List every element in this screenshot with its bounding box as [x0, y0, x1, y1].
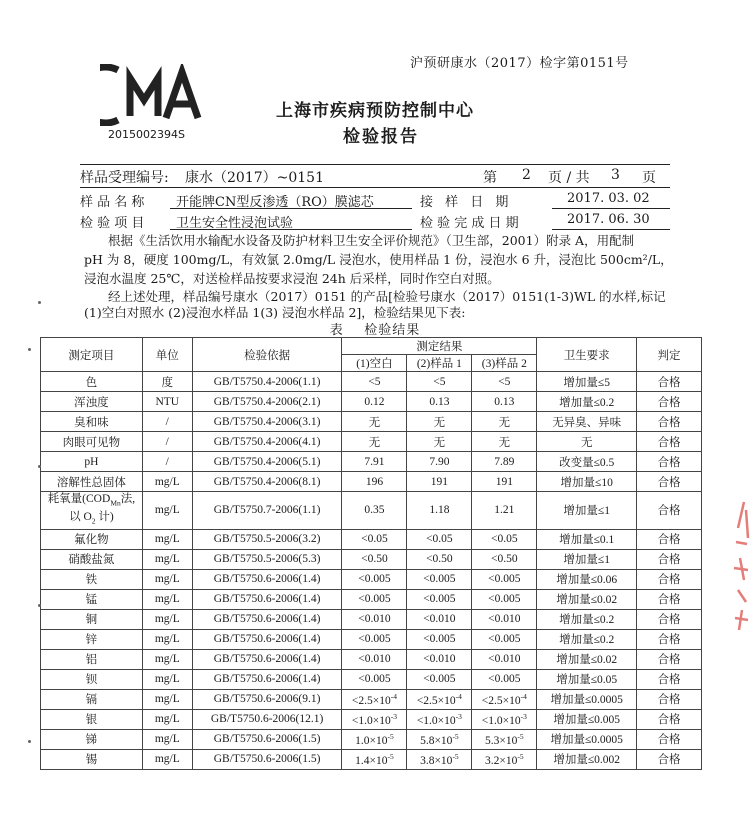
red-stamp-fragment: [730, 498, 750, 633]
cell-unit: mg/L: [142, 609, 192, 629]
table-row: [41, 392, 702, 412]
cell-item: 锡: [41, 749, 143, 769]
cell-sample-2: <0.005: [472, 629, 537, 649]
results-table: [40, 337, 702, 770]
cell-judgement: 合格: [637, 432, 702, 452]
complete-date-value: 2017. 06. 30: [567, 212, 650, 227]
cell-unit: mg/L: [142, 589, 192, 609]
cell-requirement: 无异臭、异味: [537, 412, 637, 432]
sci-mantissa: <2.5×10: [351, 694, 391, 707]
cell-sample-2: <0.05: [472, 529, 537, 549]
underline-receive-date: [552, 208, 670, 209]
cell-unit: mg/L: [142, 729, 192, 749]
cell-basis: GB/T5750.6-2006(1.4): [192, 669, 342, 689]
scan-dot: [28, 740, 31, 743]
cell-sample-2: [472, 729, 537, 749]
sci-mantissa: 3.2×10: [485, 754, 518, 767]
paragraph-2-line-2: (1)空白对照水 (2)浸泡水样品 1(3) 浸泡水样品 2]，检验结果见下表:: [84, 305, 466, 320]
cell-item: [41, 492, 143, 530]
cell-item: 铝: [41, 649, 143, 669]
cell-sample-1: 7.90: [407, 452, 472, 472]
header-requirement: 卫生要求: [537, 338, 637, 372]
scan-dot: [28, 348, 31, 351]
cell-item: 硝酸盐氮: [41, 549, 143, 569]
sample-number-value: 康水（2017）~0151: [185, 170, 324, 186]
sci-exponent: -4: [455, 691, 462, 701]
sci-mantissa: 5.3×10: [485, 734, 518, 747]
page-label-ye: 页: [642, 170, 656, 186]
cell-basis: GB/T5750.4-2006(2.1): [192, 392, 342, 412]
table-row: [41, 412, 702, 432]
cell-requirement: 增加量≤0.0005: [537, 729, 637, 749]
cell-sample-2: 0.13: [472, 392, 537, 412]
table-row: [41, 529, 702, 549]
cell-sample-2: <0.005: [472, 669, 537, 689]
cell-requirement: 增加量≤1: [537, 492, 637, 530]
cell-requirement: 增加量≤0.05: [537, 669, 637, 689]
receive-date-label: 接 样 日 期: [420, 195, 513, 210]
page-current: 2: [522, 167, 531, 183]
scan-dot: [38, 301, 41, 304]
table-row: [41, 452, 702, 472]
cell-sample-1: 无: [407, 432, 472, 452]
cell-blank: 无: [342, 432, 407, 452]
cell-unit: mg/L: [142, 669, 192, 689]
cell-basis: GB/T5750.4-2006(3.1): [192, 412, 342, 432]
cell-sample-2: <0.005: [472, 589, 537, 609]
cell-judgement: 合格: [637, 749, 702, 769]
cell-item: 浑浊度: [41, 392, 143, 412]
sci-exponent: -5: [387, 731, 394, 741]
cell-blank: <5: [342, 372, 407, 392]
table-row: [41, 649, 702, 669]
sci-exponent: -5: [517, 731, 524, 741]
cell-requirement: 增加量≤0.2: [537, 392, 637, 412]
table-row: [41, 472, 702, 492]
test-item-value: 卫生安全性浸泡试验: [176, 216, 294, 231]
cell-judgement: 合格: [637, 529, 702, 549]
divider-sample-number: [80, 187, 670, 188]
table-row: [41, 749, 702, 769]
cell-basis: GB/T5750.6-2006(1.4): [192, 569, 342, 589]
header-judgement: 判定: [637, 338, 702, 372]
cell-basis: GB/T5750.6-2006(1.4): [192, 609, 342, 629]
cell-blank: [342, 709, 407, 729]
cell-requirement: 增加量≤0.0005: [537, 689, 637, 709]
cell-unit: mg/L: [142, 749, 192, 769]
cell-item: 锑: [41, 729, 143, 749]
cell-item: 锌: [41, 629, 143, 649]
cell-sample-1: [407, 749, 472, 769]
cell-item: 铜: [41, 609, 143, 629]
sci-mantissa: <2.5×10: [416, 694, 456, 707]
cell-sample-1: [407, 689, 472, 709]
cell-basis: GB/T5750.6-2006(9.1): [192, 689, 342, 709]
cell-unit: /: [142, 452, 192, 472]
cell-basis: GB/T5750.6-2006(1.5): [192, 729, 342, 749]
underline-test-item: [170, 229, 412, 230]
sci-exponent: -3: [390, 711, 397, 721]
sci-exponent: -4: [390, 691, 397, 701]
table-row: [41, 729, 702, 749]
cell-unit: NTU: [142, 392, 192, 412]
cell-sample-1: <0.010: [407, 649, 472, 669]
cell-judgement: 合格: [637, 452, 702, 472]
cell-basis: GB/T5750.4-2006(5.1): [192, 452, 342, 472]
cell-item: 铁: [41, 569, 143, 589]
cell-sample-2: <0.010: [472, 649, 537, 669]
cell-unit: 度: [142, 372, 192, 392]
paragraph-2-line-1: 经上述处理，样品编号康水（2017）0151 的产品[检验号康水（2017）0151(1-3)WL 的水样,标记: [108, 289, 666, 304]
cell-blank: <0.010: [342, 649, 407, 669]
cell-blank: <0.005: [342, 669, 407, 689]
cell-item: 镉: [41, 689, 143, 709]
cell-basis: GB/T5750.6-2006(12.1): [192, 709, 342, 729]
cell-sample-2: [472, 709, 537, 729]
scan-dot: [38, 604, 41, 607]
sci-mantissa: 1.4×10: [355, 754, 388, 767]
cell-requirement: 增加量≤0.06: [537, 569, 637, 589]
cell-basis: GB/T5750.4-2006(8.1): [192, 472, 342, 492]
cell-blank: <0.005: [342, 569, 407, 589]
sci-exponent: -4: [520, 691, 527, 701]
document-number: 沪预研康水（2017）检字第0151号: [410, 56, 629, 71]
receive-date-value: 2017. 03. 02: [567, 191, 650, 206]
cell-sample-1: <5: [407, 372, 472, 392]
cell-judgement: 合格: [637, 549, 702, 569]
sample-name-label: 样 品 名 称: [80, 195, 145, 210]
cell-blank: 无: [342, 412, 407, 432]
cell-sample-2: <0.010: [472, 609, 537, 629]
cell-item: pH: [41, 452, 143, 472]
underline-sample-name: [170, 208, 412, 209]
cell-blank: 0.35: [342, 492, 407, 530]
cell-unit: mg/L: [142, 529, 192, 549]
paragraph-1-line-2: pH 为 8，硬度 100mg/L，有效氯 2.0mg/L 浸泡水，使用样品 1 份，浸泡水 6 升，浸泡比 500cm²/L，: [84, 252, 673, 267]
sample-name-value: 开能牌CN型反渗透（RO）膜滤芯: [176, 195, 374, 210]
cell-blank: <0.010: [342, 609, 407, 629]
cod-label-text: 以 O: [69, 511, 92, 524]
cell-blank: <0.50: [342, 549, 407, 569]
cell-unit: mg/L: [142, 569, 192, 589]
cell-requirement: 增加量≤0.002: [537, 749, 637, 769]
cell-judgement: 合格: [637, 609, 702, 629]
table-row: [41, 589, 702, 609]
cell-judgement: 合格: [637, 392, 702, 412]
cell-sample-1: <0.005: [407, 669, 472, 689]
cell-sample-2: 1.21: [472, 492, 537, 530]
table-row: [41, 669, 702, 689]
cell-item: 钡: [41, 669, 143, 689]
cell-item: 色: [41, 372, 143, 392]
cell-sample-1: [407, 729, 472, 749]
cell-judgement: 合格: [637, 569, 702, 589]
cell-unit: mg/L: [142, 472, 192, 492]
cell-sample-1: <0.005: [407, 569, 472, 589]
cell-unit: /: [142, 412, 192, 432]
cell-judgement: 合格: [637, 669, 702, 689]
header-unit: 单位: [142, 338, 192, 372]
cell-requirement: 增加量≤1: [537, 549, 637, 569]
scan-dot: [38, 465, 41, 468]
sci-exponent: -5: [387, 751, 394, 761]
table-row: [41, 609, 702, 629]
sample-number-label: 样品受理编号:: [80, 170, 169, 186]
subscript-text: 2: [91, 516, 96, 526]
cell-sample-1: <0.005: [407, 629, 472, 649]
cell-blank: 7.91: [342, 452, 407, 472]
sci-exponent: -5: [452, 731, 459, 741]
page-label-di: 第: [483, 170, 497, 186]
cell-basis: GB/T5750.6-2006(1.5): [192, 749, 342, 769]
cell-unit: mg/L: [142, 549, 192, 569]
subscript-text: Mn: [110, 498, 121, 508]
cell-unit: mg/L: [142, 629, 192, 649]
cell-unit: mg/L: [142, 709, 192, 729]
cell-sample-2: <0.50: [472, 549, 537, 569]
test-item-label: 检 验 项 目: [80, 216, 145, 231]
cell-judgement: 合格: [637, 492, 702, 530]
cell-basis: GB/T5750.4-2006(1.1): [192, 372, 342, 392]
header-result-group: 测定结果: [342, 338, 537, 355]
sci-exponent: -3: [520, 711, 527, 721]
table-row: [41, 549, 702, 569]
sci-mantissa: 5.8×10: [420, 734, 453, 747]
cell-unit: mg/L: [142, 689, 192, 709]
cell-sample-1: 无: [407, 412, 472, 432]
cell-sample-2: 7.89: [472, 452, 537, 472]
table-row: [41, 372, 702, 392]
cell-sample-2: <0.005: [472, 569, 537, 589]
page-total: 3: [611, 167, 620, 183]
cell-blank: <0.005: [342, 589, 407, 609]
cell-judgement: 合格: [637, 629, 702, 649]
cell-requirement: 增加量≤0.02: [537, 649, 637, 669]
cell-basis: GB/T5750.6-2006(1.4): [192, 589, 342, 609]
cell-sample-2: [472, 689, 537, 709]
paragraph-1-line-3: 浸泡水温度 25℃，对送检样品按要求浸泡 24h 后采样，同时作空白对照。: [84, 271, 500, 286]
sci-mantissa: <1.0×10: [481, 714, 521, 727]
sci-exponent: -5: [452, 751, 459, 761]
table-row: [41, 492, 702, 530]
cell-sample-2: 无: [472, 412, 537, 432]
cod-label-text: 耗氧量(COD: [47, 493, 111, 505]
page-label-ye-gong: 页 / 共: [548, 170, 590, 186]
cell-sample-2: 191: [472, 472, 537, 492]
certificate-number: 2015002394S: [108, 128, 185, 141]
cell-item: 溶解性总固体: [41, 472, 143, 492]
table-row: [41, 569, 702, 589]
header-item: 测定项目: [41, 338, 143, 372]
report-title: 检验报告: [343, 127, 419, 147]
cell-item: 氟化物: [41, 529, 143, 549]
cell-sample-1: <0.010: [407, 609, 472, 629]
cell-sample-2: <5: [472, 372, 537, 392]
cell-blank: [342, 749, 407, 769]
cell-item: 臭和味: [41, 412, 143, 432]
cell-item: 肉眼可见物: [41, 432, 143, 452]
cell-sample-2: [472, 749, 537, 769]
cell-sample-1: <0.005: [407, 589, 472, 609]
cell-judgement: 合格: [637, 729, 702, 749]
underline-complete-date: [552, 229, 670, 230]
cell-basis: GB/T5750.5-2006(3.2): [192, 529, 342, 549]
cell-judgement: 合格: [637, 412, 702, 432]
cell-judgement: 合格: [637, 372, 702, 392]
cell-blank: [342, 729, 407, 749]
sci-mantissa: <2.5×10: [481, 694, 521, 707]
complete-date-label: 检 验 完 成 日 期: [420, 216, 519, 231]
table-row: [41, 432, 702, 452]
cod-label-text: 计): [95, 511, 114, 524]
cell-sample-2: 无: [472, 432, 537, 452]
sci-mantissa: 3.8×10: [420, 754, 453, 767]
cell-unit: mg/L: [142, 492, 192, 530]
cod-label-text: 法,: [120, 493, 136, 505]
cell-basis: GB/T5750.7-2006(1.1): [192, 492, 342, 530]
cell-judgement: 合格: [637, 689, 702, 709]
cell-requirement: 无: [537, 432, 637, 452]
header-blank: (1)空白: [342, 355, 407, 372]
sci-mantissa: <1.0×10: [351, 714, 391, 727]
cell-requirement: 增加量≤5: [537, 372, 637, 392]
cell-requirement: 增加量≤0.1: [537, 529, 637, 549]
cell-basis: GB/T5750.6-2006(1.4): [192, 649, 342, 669]
cell-blank: [342, 689, 407, 709]
organization-name: 上海市疾病预防控制中心: [276, 101, 474, 121]
cell-sample-1: <0.50: [407, 549, 472, 569]
table-row: [41, 709, 702, 729]
cell-requirement: 增加量≤0.2: [537, 629, 637, 649]
table-caption: 表 检验结果: [329, 323, 421, 338]
cell-requirement: 改变量≤0.5: [537, 452, 637, 472]
cell-sample-1: <0.05: [407, 529, 472, 549]
cell-unit: /: [142, 432, 192, 452]
cell-sample-1: [407, 709, 472, 729]
cell-unit: mg/L: [142, 649, 192, 669]
cell-judgement: 合格: [637, 589, 702, 609]
cell-judgement: 合格: [637, 709, 702, 729]
header-basis: 检验依据: [192, 338, 342, 372]
sci-exponent: -5: [517, 751, 524, 761]
divider-top: [80, 164, 670, 165]
cell-sample-1: 191: [407, 472, 472, 492]
cell-basis: GB/T5750.4-2006(4.1): [192, 432, 342, 452]
cell-sample-1: 1.18: [407, 492, 472, 530]
cell-requirement: 增加量≤10: [537, 472, 637, 492]
table-row: [41, 629, 702, 649]
cell-sample-1: 0.13: [407, 392, 472, 412]
cell-judgement: 合格: [637, 649, 702, 669]
sci-mantissa: 1.0×10: [355, 734, 388, 747]
cell-requirement: 增加量≤0.02: [537, 589, 637, 609]
sci-exponent: -3: [455, 711, 462, 721]
cell-basis: GB/T5750.6-2006(1.4): [192, 629, 342, 649]
cell-blank: 196: [342, 472, 407, 492]
paragraph-1-line-1: 根据《生活饮用水输配水设备及防护材料卫生安全评价规范》（卫生部，2001）附录 A，用配制: [108, 233, 635, 248]
header-sample-2: (3)样品 2: [472, 355, 537, 372]
cell-judgement: 合格: [637, 472, 702, 492]
cell-blank: <0.005: [342, 629, 407, 649]
cell-item: 银: [41, 709, 143, 729]
cell-blank: 0.12: [342, 392, 407, 412]
cell-requirement: 增加量≤0.005: [537, 709, 637, 729]
cell-requirement: 增加量≤0.2: [537, 609, 637, 629]
table-row: [41, 689, 702, 709]
header-sample-1: (2)样品 1: [407, 355, 472, 372]
cell-basis: GB/T5750.5-2006(5.3): [192, 549, 342, 569]
cell-item: 锰: [41, 589, 143, 609]
sci-mantissa: <1.0×10: [416, 714, 456, 727]
cell-blank: <0.05: [342, 529, 407, 549]
